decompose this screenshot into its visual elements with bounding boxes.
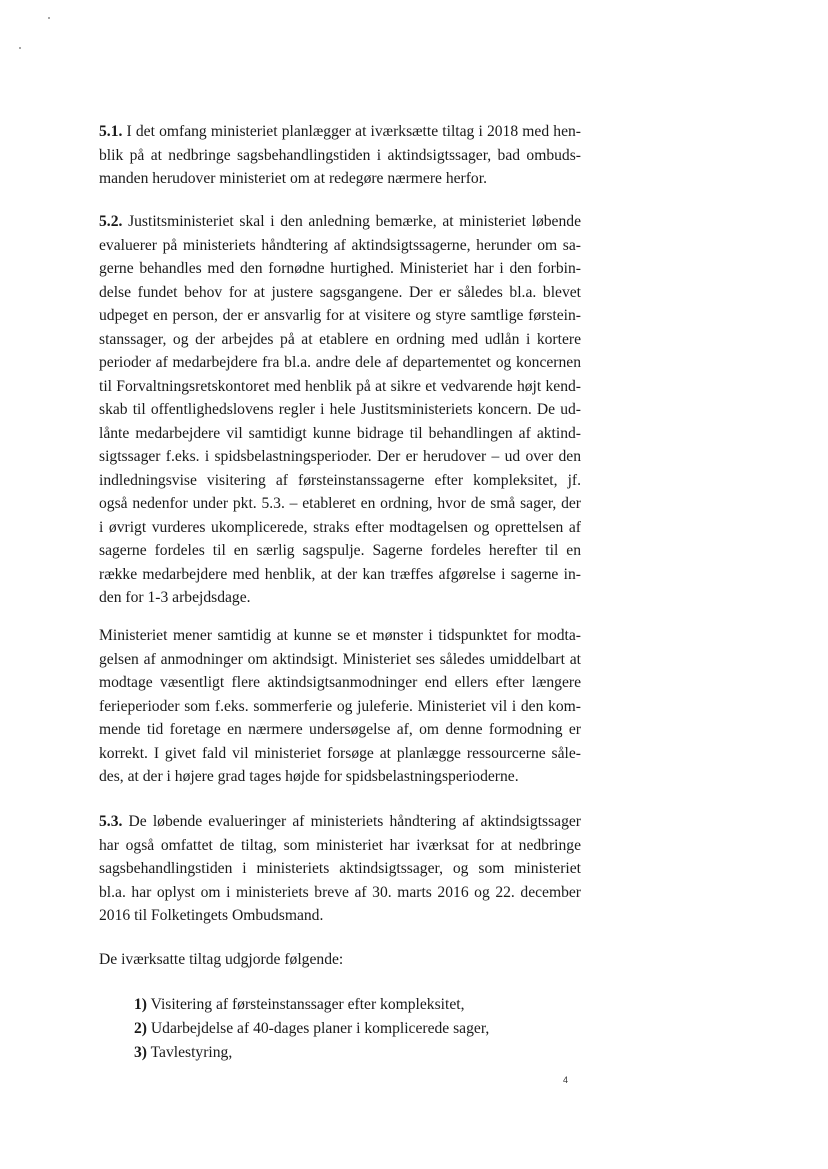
text-line: Ministeriet mener samtidig at kunne se et mønster i tidspunktet for modta- xyxy=(99,627,581,644)
text-line: den for 1-3 arbejdsdage. xyxy=(99,589,251,606)
text-line: 2016 til Folketingets Ombudsmand. xyxy=(99,907,324,924)
text-line: udpeget en person, der er ansvarlig for at visitere og styre samtlige førstein- xyxy=(99,307,581,324)
list-number: 2) xyxy=(134,1020,147,1037)
text-line: ferieperioder som f.eks. sommerferie og juleferie. Ministeriet vil i den kom- xyxy=(99,697,581,715)
text-line: des, at der i højere grad tages højde for spidsbelastningsperioderne. xyxy=(99,768,519,785)
list-number: 1) xyxy=(134,996,147,1013)
text-line: manden herudover ministeriet om at redegøre nærmere herfor. xyxy=(99,170,487,187)
text-line: perioder af medarbejdere fra bl.a. andre dele af departementet og koncernen xyxy=(99,354,581,371)
text-line: blik på at nedbringe sagsbehandlingstiden i aktindsigtssager, bad ombuds- xyxy=(99,146,581,164)
section-5-3 xyxy=(99,810,581,928)
text-line: til Forvaltningsretskontoret med henblik på at sikre et vedvarende højt kend- xyxy=(99,377,581,395)
text-line: 5.2. Justitsministeriet skal i den anledning bemærke, at ministeriet løbende xyxy=(99,213,581,230)
text-line: indledningsvise visitering af førsteinstanssagerne efter kompleksitet, jf. xyxy=(99,471,581,489)
text-line: De iværksatte tiltag udgjorde følgende: xyxy=(99,951,344,968)
text-line: korrekt. I givet fald vil ministeriet forsøge at planlægge ressourcerne såle- xyxy=(99,744,581,762)
text-line: lånte medarbejdere vil samtidigt kunne bidrage til behandlingen af aktind- xyxy=(99,424,581,442)
text-line: delse fundet behov for at justere sagsgangene. Der er således bl.a. blevet xyxy=(99,283,581,301)
list-item: 2) Udarbejdelse af 40-dages planer i komplicerede sager, xyxy=(134,1020,490,1037)
text-line: 5.1. I det omfang ministeriet planlægger at iværksætte tiltag i 2018 med hen- xyxy=(99,123,581,140)
text-line: skab til offentlighedslovens regler i hele Justitsministeriets koncern. De ud- xyxy=(99,401,581,418)
text-line: bl.a. har oplyst om i ministeriets breve af 30. marts 2016 og 22. december xyxy=(99,883,581,901)
scan-speck xyxy=(19,47,21,49)
list-item: 1) Visitering af førsteinstanssager efter kompleksitet, xyxy=(134,996,465,1013)
section-number: 5.3. xyxy=(99,813,123,830)
section-5-2 xyxy=(99,210,581,610)
text-line: række medarbejdere med henblik, at der kan træffes afgørelse i sagerne in- xyxy=(99,565,581,583)
text-line: sagsbehandlingstiden i ministeriets aktindsigtssager, og som ministeriet xyxy=(99,860,581,877)
scan-speck xyxy=(48,17,50,19)
text-line: gelsen af anmodninger om aktindsigt. Ministeriet ses således umiddelbart at xyxy=(99,650,581,668)
text-line: i øvrigt vurderes ukomplicerede, straks efter modtagelsen og oprettelsen af xyxy=(99,518,581,536)
measures-list xyxy=(134,993,489,1065)
list-number: 3) xyxy=(134,1044,147,1061)
text-line: også nedenfor under pkt. 5.3. – etableret en ordning, hvor de små sager, der xyxy=(99,495,581,512)
text-line: har også omfattet de tiltag, som ministeriet har iværksat for at nedbringe xyxy=(99,836,581,854)
section-number: 5.2. xyxy=(99,213,123,230)
text-line: sigtssager f.eks. i spidsbelastningsperioder. Der er herudover – ud over den xyxy=(99,448,581,465)
text-line: 5.3. De løbende evalueringer af ministeriets håndtering af aktindsigtssager xyxy=(99,813,581,830)
list-item: 3) Tavlestyring, xyxy=(134,1044,233,1061)
section-5-1 xyxy=(99,120,581,191)
paragraph-pattern xyxy=(99,624,581,789)
text-line: stanssager, og der arbejdes på at etablere en ordning med udlån i kortere xyxy=(99,330,581,348)
text-line: mende tid foretage en nærmere undersøgelse af, om denne formodning er xyxy=(99,721,581,738)
text-line: sagerne fordeles til en særlig sagspulje. Sagerne fordeles herefter til en xyxy=(99,542,581,559)
text-line: modtage væsentligt flere aktindsigtsanmodninger end ellers efter længere xyxy=(99,674,581,691)
page-number: 4 xyxy=(563,1075,569,1085)
text-line: gerne behandles med den fornødne hurtighed. Ministeriet har i den forbin- xyxy=(99,260,581,277)
section-number: 5.1. xyxy=(99,123,123,140)
paragraph-measures-intro xyxy=(99,948,581,972)
text-line: evaluerer på ministeriets håndtering af aktindsigtssagerne, herunder om sa- xyxy=(99,236,581,254)
